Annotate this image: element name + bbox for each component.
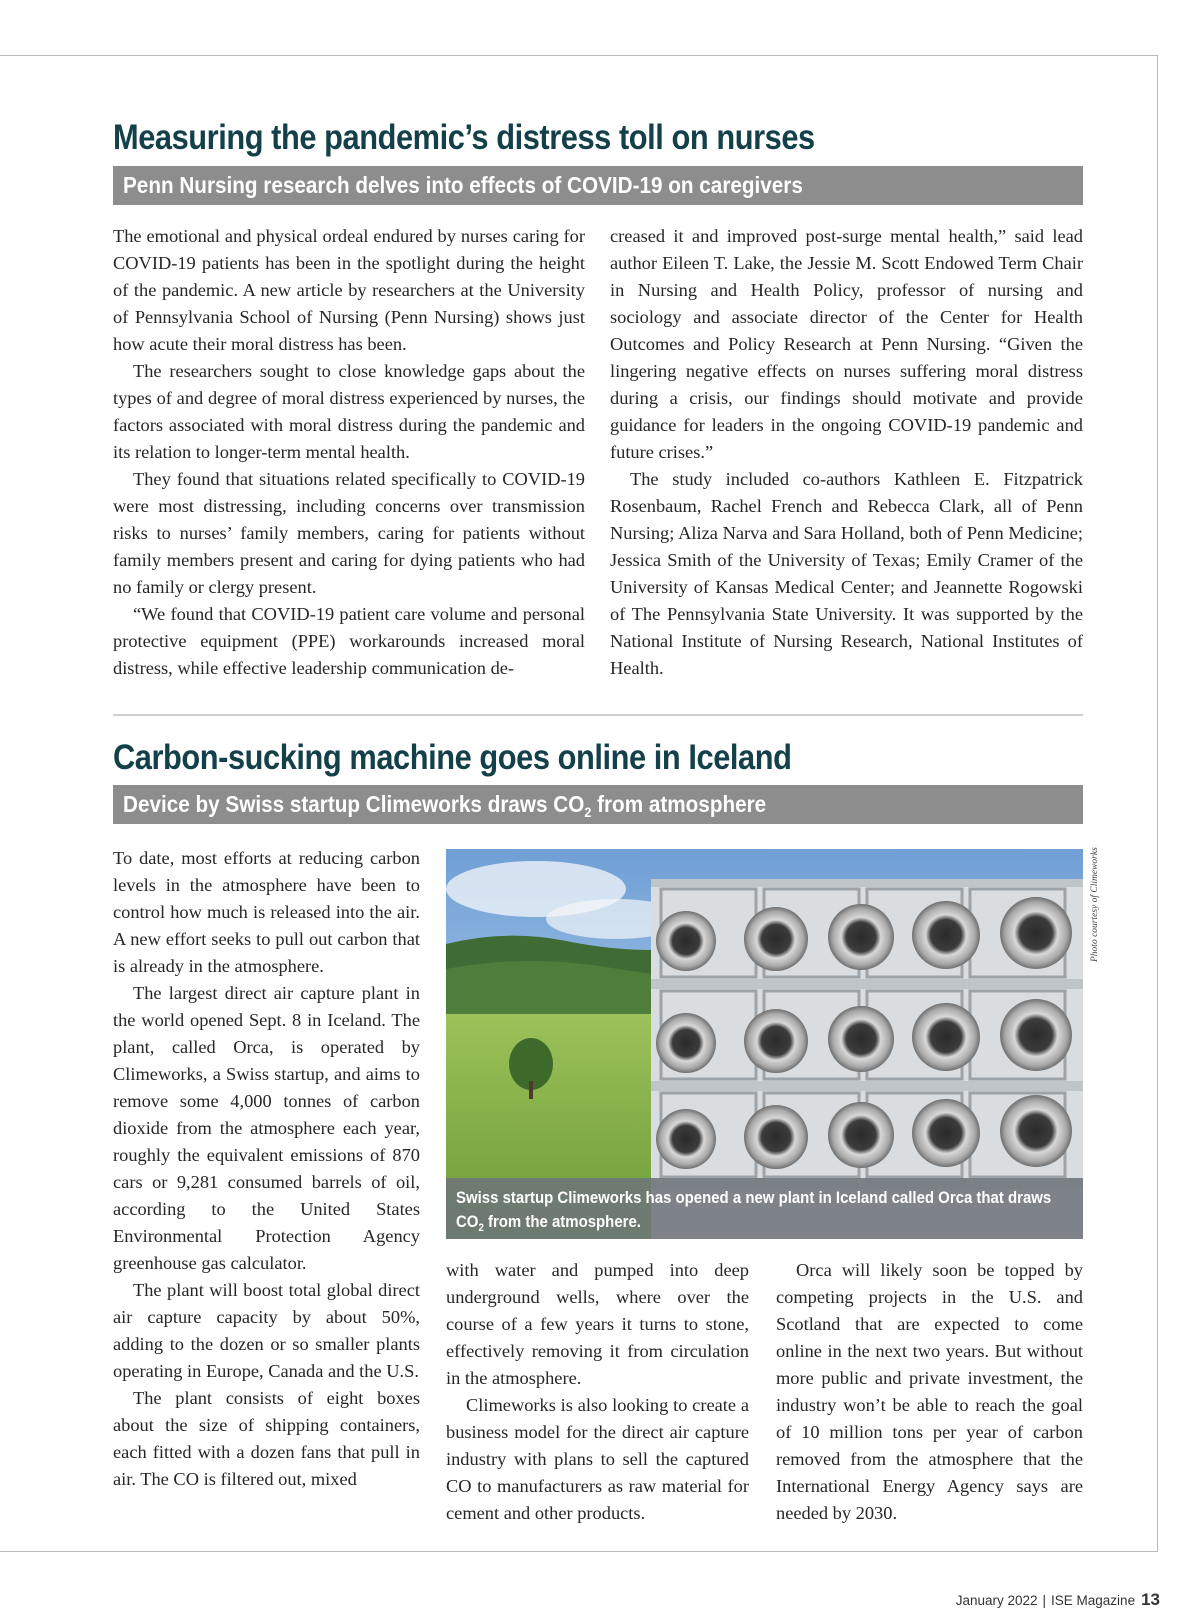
paragraph: Orca will likely soon be topped by competing projects in the U.S. and Scotland that are expected to come online in the next two years. But without more public and private investment, the industry won’t be able to reach the goal of 10 million tons per year of carbon removed from the atmosphere that the International Energy Agency says are needed by 2030. <box>776 1260 1083 1523</box>
paragraph: Climeworks is also looking to create a business model for the direct air capture industry with plans to sell the captured CO to manufacturers as raw material for cement and other products. <box>446 1395 749 1523</box>
article2-column-1 <box>113 845 420 1493</box>
footer-separator: | <box>1042 1593 1047 1608</box>
article1-column-1 <box>113 223 585 682</box>
article2-column-3 <box>776 1257 1083 1527</box>
paragraph: The plant will boost total global direct air capture capacity by about 50%, adding to the dozen or so smaller plants operating in Europe, Canada and the U.S. <box>113 1280 420 1381</box>
page-frame-right <box>1157 55 1158 1552</box>
article2-column-2 <box>446 1257 749 1527</box>
paragraph: “We found that COVID-19 patient care volume and personal protective equipment (PPE) workarounds increased moral distress, while effective leadership communication de- <box>113 604 585 678</box>
page-frame-bottom <box>0 1551 1158 1552</box>
paragraph: To date, most efforts at reducing carbon levels in the atmosphere have been to control how much is released into the air. A new effort seeks to pull out carbon that is already in the atmosphere. <box>113 848 420 976</box>
photo-credit: Photo courtesy of Climeworks <box>1090 847 1100 962</box>
paragraph: The emotional and physical ordeal endured by nurses caring for COVID-19 patients has been in the spotlight during the height of the pandemic. A new article by researchers at the University of Pennsylvania School of Nursing (Penn Nursing) shows just how acute their moral distress has been. <box>113 226 585 354</box>
page-frame-top <box>0 55 1158 56</box>
paragraph: The study included co-authors Kathleen E. Fitzpatrick Rosenbaum, Rachel French and Rebecca Clark, all of Penn Nursing; Aliza Narva and Sara Holland, both of Penn Medicine; Jessica Smith of the University of Texas; Emily Cramer of the University of Kansas Medical Center; and Jeannette Rogowski of The Pennsylvania State University. It was supported by the National Institute of Nursing Research, National Institutes of Health. <box>610 469 1083 678</box>
article2-subhead-bar <box>113 785 1083 824</box>
paragraph: The researchers sought to close knowledge gaps about the types of and degree of moral distress experienced by nurses, the factors associated with moral distress during the pandemic and its relation to longer-term mental health. <box>113 361 585 462</box>
paragraph: with water and pumped into deep underground wells, where over the course of a few years it turns to stone, effectively removing it from circulation in the atmosphere. <box>446 1260 749 1388</box>
article1-subhead: Penn Nursing research delves into effects of COVID-19 on caregivers <box>123 172 803 198</box>
footer-magazine: ISE Magazine <box>1051 1593 1136 1608</box>
page-footer <box>900 1590 1160 1612</box>
footer-issue: January 2022 <box>955 1593 1038 1608</box>
paragraph: The plant consists of eight boxes about the size of shipping containers, each fitted with a dozen fans that pull in air. The CO is filtered out, mixed <box>113 1388 420 1489</box>
paragraph: creased it and improved post-surge mental health,” said lead author Eileen T. Lake, the Jessie M. Scott Endowed Term Chair in Nursing and Health Policy, professor of nursing and sociology and associate director of the Center for Health Outcomes and Policy Research at Penn Nursing. “Given the lingering negative effects on nurses suffering moral distress during a crisis, our findings should motivate and provide guidance for leaders in the ongoing COVID-19 pandemic and future crises.” <box>610 226 1083 462</box>
orca-plant-photo <box>446 849 1083 1239</box>
article1-subhead-bar <box>113 166 1083 205</box>
photo-caption-box <box>446 1178 1083 1239</box>
article1-headline: Measuring the pandemic’s distress toll on nurses <box>113 118 815 157</box>
article-divider <box>113 714 1083 716</box>
article2-subhead: Device by Swiss startup Climeworks draws $CO_2$ from atmosphere <box>123 791 767 820</box>
paragraph: They found that situations related specifically to COVID-19 were most distressing, including concerns over transmission risks to nurses’ family members, caring for patients without family members present and caring for dying patients who had no family or clergy present. <box>113 469 585 597</box>
page-number: 13 <box>1141 1590 1160 1609</box>
paragraph: The largest direct air capture plant in the world opened Sept. 8 in Iceland. The plant, called Orca, is operated by Climeworks, a Swiss startup, and aims to remove some 4,000 tonnes of carbon dioxide from the atmosphere each year, roughly the equivalent emissions of 870 cars or 9,281 consumed barrels of oil, according to the United States Environmental Protection Agency greenhouse gas calculator. <box>113 983 420 1273</box>
article2-headline: Carbon-sucking machine goes online in Iceland <box>113 738 792 777</box>
article1-column-2 <box>610 223 1083 682</box>
photo-caption: Swiss startup Climeworks has opened a new plant in Iceland called Orca that draws $CO_2$ from the atmosphere. <box>456 1188 1052 1234</box>
